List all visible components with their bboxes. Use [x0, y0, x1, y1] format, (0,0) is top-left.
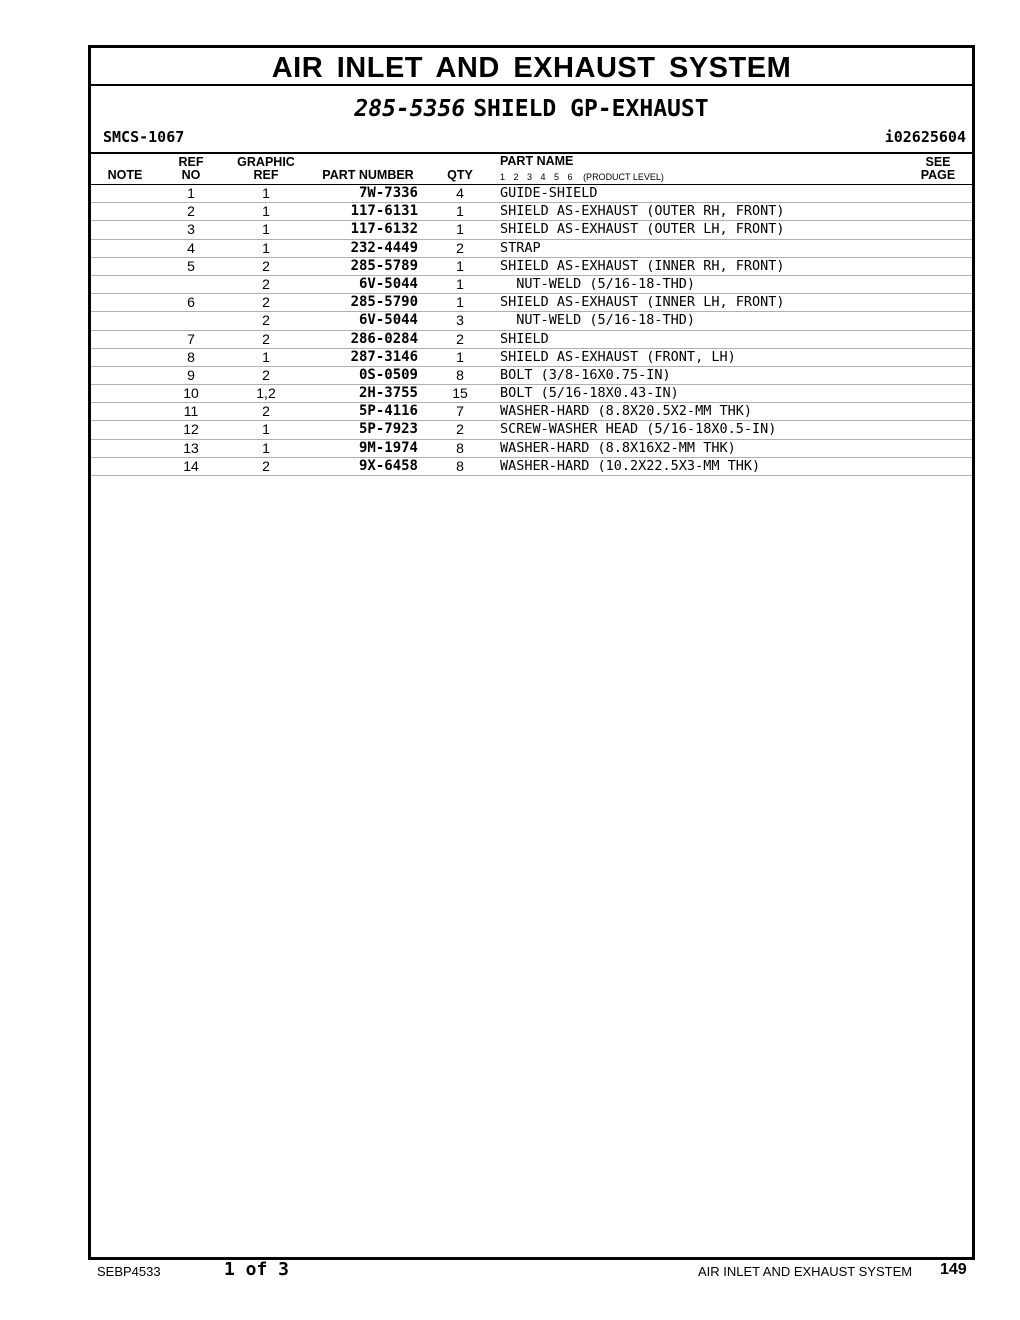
row-ref-no: 1 — [187, 185, 195, 201]
row-part-name: SHIELD AS-EXHAUST (OUTER RH, FRONT) — [500, 203, 785, 220]
header-part-number: PART NUMBER — [322, 168, 414, 182]
row-ref-no: 12 — [183, 421, 199, 438]
row-part-name: SHIELD — [500, 330, 549, 347]
parts-table — [91, 185, 972, 476]
header-ref-no-line1: REF — [178, 155, 204, 169]
row-qty: 8 — [456, 439, 464, 456]
row-graphic-ref: 2 — [262, 330, 270, 347]
row-graphic-ref: 2 — [262, 457, 270, 474]
row-qty: 2 — [456, 421, 464, 438]
row-qty: 1 — [456, 221, 464, 238]
row-graphic-ref: 2 — [262, 275, 270, 292]
illustration-id: i02625604 — [884, 128, 966, 146]
row-graphic-ref: 1 — [262, 203, 270, 220]
table-row — [91, 440, 972, 458]
row-part-number[interactable]: 0S-0509 — [358, 366, 418, 383]
row-ref-no: 11 — [183, 403, 199, 420]
row-graphic-ref: 1 — [262, 348, 270, 365]
row-graphic-ref: 2 — [262, 366, 270, 383]
row-part-name: STRAP — [500, 239, 541, 256]
section-title: AIR INLET AND EXHAUST SYSTEM — [91, 48, 972, 86]
row-graphic-ref: 2 — [262, 294, 270, 311]
header-product-levels — [500, 172, 664, 182]
table-row — [91, 185, 972, 203]
row-ref-no: 9 — [187, 366, 195, 383]
row-ref-no: 4 — [187, 239, 195, 256]
smcs-code: SMCS-1067 — [103, 128, 185, 146]
product-levels: 1 2 3 4 5 6 — [500, 172, 573, 182]
table-row — [91, 276, 972, 294]
row-part-number[interactable]: 285-5790 — [350, 294, 418, 311]
row-part-name: NUT-WELD (5/16-18-THD) — [500, 275, 696, 292]
row-part-number[interactable]: 9X-6458 — [358, 457, 418, 474]
row-graphic-ref: 2 — [262, 403, 270, 420]
row-ref-no: 7 — [187, 330, 195, 347]
row-ref-no: 2 — [187, 203, 195, 220]
table-row — [91, 367, 972, 385]
row-qty: 8 — [456, 366, 464, 383]
header-note: NOTE — [107, 168, 143, 182]
footer-page-number: 149 — [940, 1261, 967, 1278]
row-part-name: NUT-WELD (5/16-18-THD) — [500, 312, 696, 329]
table-row — [91, 385, 972, 403]
row-graphic-ref: 1 — [262, 421, 270, 438]
row-qty: 3 — [456, 312, 464, 329]
row-qty: 4 — [456, 185, 464, 201]
group-part-number[interactable]: 285-5356 — [354, 96, 466, 122]
table-row — [91, 312, 972, 330]
row-qty: 1 — [456, 203, 464, 220]
row-part-number[interactable]: 2H-3755 — [358, 385, 418, 402]
row-graphic-ref: 1 — [262, 185, 270, 201]
row-part-name: WASHER-HARD (10.2X22.5X3-MM THK) — [500, 457, 761, 474]
row-part-name: GUIDE-SHIELD — [500, 185, 598, 201]
row-ref-no: 6 — [187, 294, 195, 311]
row-ref-no: 13 — [183, 439, 199, 456]
footer-page-of: 1 of 3 — [224, 1259, 290, 1280]
footer-section: AIR INLET AND EXHAUST SYSTEM — [698, 1264, 913, 1279]
row-graphic-ref: 2 — [262, 312, 270, 329]
row-part-number[interactable]: 6V-5044 — [358, 275, 418, 292]
row-graphic-ref: 1 — [262, 221, 270, 238]
row-part-number[interactable]: 5P-7923 — [358, 421, 418, 438]
header-see-page-line2: PAGE — [920, 168, 956, 182]
header-qty: QTY — [447, 168, 473, 182]
table-row — [91, 221, 972, 239]
row-qty: 15 — [452, 385, 468, 402]
row-part-name: WASHER-HARD (8.8X16X2-MM THK) — [500, 439, 736, 456]
row-part-name: SCREW-WASHER HEAD (5/16-18X0.5-IN) — [500, 421, 777, 438]
row-qty: 2 — [456, 330, 464, 347]
header-ref-no-line2: NO — [181, 168, 201, 182]
row-ref-no: 5 — [187, 257, 195, 274]
row-part-number[interactable]: 285-5789 — [350, 257, 418, 274]
row-part-name: SHIELD AS-EXHAUST (INNER RH, FRONT) — [500, 257, 785, 274]
row-part-name: BOLT (5/16-18X0.43-IN) — [500, 385, 679, 402]
row-part-name: BOLT (3/8-16X0.75-IN) — [500, 366, 671, 383]
row-graphic-ref: 1 — [262, 239, 270, 256]
table-row — [91, 403, 972, 421]
row-part-name: WASHER-HARD (8.8X20.5X2-MM THK) — [500, 403, 752, 420]
footer-doc-number: SEBP4533 — [97, 1264, 161, 1279]
header-see-page — [909, 156, 967, 182]
row-part-name: SHIELD AS-EXHAUST (INNER LH, FRONT) — [500, 294, 785, 311]
header-part-name: PART NAME — [500, 154, 574, 168]
row-part-number[interactable]: 7W-7336 — [358, 185, 418, 201]
row-ref-no: 10 — [183, 385, 199, 402]
row-qty: 1 — [456, 294, 464, 311]
parts-page-frame — [88, 45, 975, 1260]
row-qty: 7 — [456, 403, 464, 420]
row-part-number[interactable]: 117-6131 — [350, 203, 418, 220]
row-part-number[interactable]: 287-3146 — [350, 348, 418, 365]
row-ref-no: 3 — [187, 221, 195, 238]
header-see-page-line1: SEE — [925, 155, 951, 169]
table-row — [91, 331, 972, 349]
header-graphic-ref-line2: REF — [253, 168, 279, 182]
header-graphic-ref — [227, 156, 305, 182]
row-ref-no: 14 — [183, 457, 199, 474]
row-part-number[interactable]: 286-0284 — [350, 330, 418, 347]
table-row — [91, 203, 972, 221]
row-graphic-ref: 1 — [262, 439, 270, 456]
table-row — [91, 421, 972, 439]
row-qty: 1 — [456, 275, 464, 292]
header-ref-no — [166, 156, 216, 182]
header-graphic-ref-line1: GRAPHIC — [237, 155, 295, 169]
row-part-number[interactable]: 117-6132 — [350, 221, 418, 238]
row-graphic-ref: 2 — [262, 257, 270, 274]
table-row — [91, 294, 972, 312]
row-qty: 8 — [456, 457, 464, 474]
row-part-number[interactable]: 6V-5044 — [358, 312, 418, 329]
row-qty: 1 — [456, 257, 464, 274]
row-ref-no: 8 — [187, 348, 195, 365]
row-part-number[interactable]: 9M-1974 — [358, 439, 418, 456]
product-level-label: (PRODUCT LEVEL) — [583, 172, 664, 182]
row-part-number[interactable]: 232-4449 — [350, 239, 418, 256]
row-part-name: SHIELD AS-EXHAUST (OUTER LH, FRONT) — [500, 221, 785, 238]
row-qty: 1 — [456, 348, 464, 365]
table-row — [91, 240, 972, 258]
row-part-number[interactable]: 5P-4116 — [358, 403, 418, 420]
row-graphic-ref: 1,2 — [256, 385, 276, 402]
table-row — [91, 458, 972, 476]
table-row — [91, 258, 972, 276]
group-title — [91, 92, 972, 126]
group-name: SHIELD GP-EXHAUST — [473, 96, 709, 122]
table-row — [91, 349, 972, 367]
row-qty: 2 — [456, 239, 464, 256]
row-part-name: SHIELD AS-EXHAUST (FRONT, LH) — [500, 348, 736, 365]
